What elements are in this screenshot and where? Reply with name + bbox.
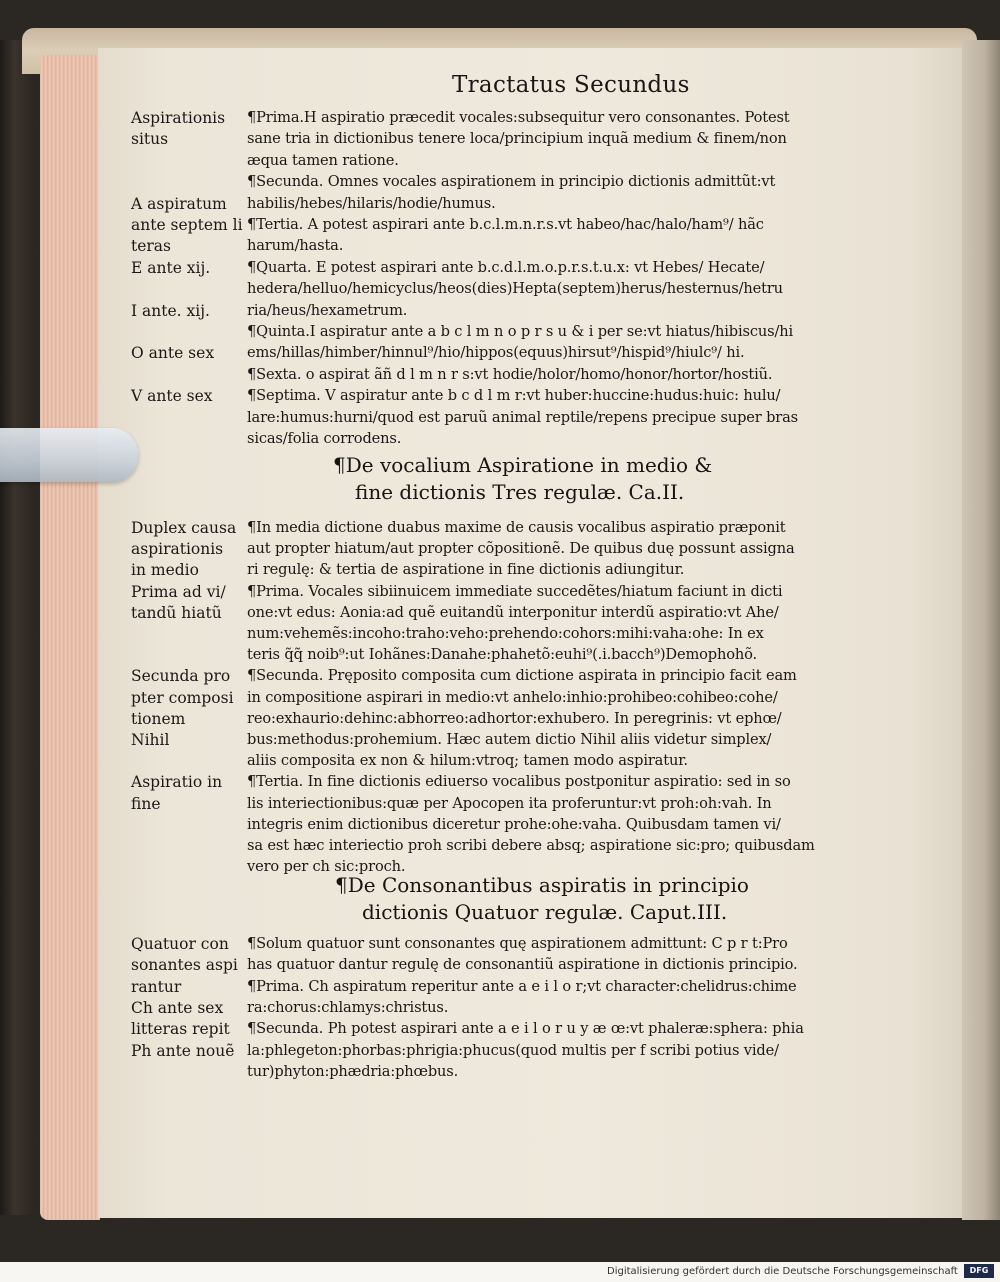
margin-note: fine <box>131 795 161 813</box>
body-text-line: bus:methodus:prohemium. Hæc autem dictio Nihil aliis videtur simplex/ <box>247 731 772 748</box>
section-heading-line: ¶De vocalium Aspiratione in medio & <box>333 453 713 477</box>
text-line <box>0 623 1000 645</box>
text-line <box>0 1040 1000 1062</box>
text-line <box>0 107 1000 129</box>
text-line <box>0 364 1000 386</box>
text-line <box>0 171 1000 193</box>
text-line <box>0 708 1000 730</box>
margin-note: Nihil <box>131 731 170 749</box>
text-line <box>0 729 1000 751</box>
body-text-line: one:vt edus: Aonia:ad quẽ euitandũ interponitur interdũ aspiratio:vt Ahe/ <box>247 604 779 621</box>
text-line <box>0 235 1000 257</box>
body-text-line: in compositione aspirari in medio:vt anhelo:inhio:prohibeo:cohibeo:cohe/ <box>247 689 778 706</box>
section-heading-line: dictionis Quatuor regulæ. Caput.III. <box>362 900 728 924</box>
margin-note: Aspirationis <box>131 109 226 127</box>
margin-note: Quatuor con <box>131 935 229 953</box>
footer-text: Digitalisierung gefördert durch die Deutsche Forschungsgemeinschaft <box>607 1266 958 1277</box>
margin-note: rantur <box>131 978 182 996</box>
body-text-line: ¶Tertia. In fine dictionis ediuerso vocalibus postponitur aspiratio: sed in so <box>247 773 791 790</box>
margin-note: in medio <box>131 561 199 579</box>
body-text-line: tur)phyton:phædria:phœbus. <box>247 1063 459 1080</box>
body-text-line: lare:humus:hurni/quod est paruũ animal reptile/repens precipue super bras <box>247 409 798 426</box>
margin-note: ante septem li <box>131 216 243 234</box>
body-text-line: ra:chorus:chlamys:christus. <box>247 999 449 1016</box>
body-text-line: sane tria in dictionibus tenere loca/principium inquã medium & finem/non <box>247 130 787 147</box>
text-line <box>0 257 1000 279</box>
body-text-line: ¶Prima.H aspiratio præcedit vocales:subsequitur vero consonantes. Potest <box>247 109 790 126</box>
body-text-line: ri regulę: & tertia de aspiratione in fine dictionis adiungitur. <box>247 561 685 578</box>
body-text-line: ¶Quinta.I aspiratur ante a b c l m n o p r s u & i per se:vt hiatus/hibiscus/hi <box>247 323 793 340</box>
text-line <box>0 300 1000 322</box>
body-text-line: ¶Prima. Vocales sibiinuicem immediate succedẽtes/hiatum faciunt in dicti <box>247 583 783 600</box>
body-text-line: num:vehemẽs:incoho:traho:veho:prehendo:cohors:mihi:vaha:ohe: In ex <box>247 625 764 642</box>
body-text-line: lis interiectionibus:quæ per Apocopen ita proferuntur:vt proh:oh:vah. In <box>247 795 772 812</box>
text-line <box>0 771 1000 793</box>
body-text-line: ¶Septima. V aspiratur ante b c d l m r:vt huber:huccine:hudus:huic: hulu/ <box>247 387 781 404</box>
text-line <box>0 193 1000 215</box>
margin-note: Aspiratio in <box>131 773 223 791</box>
text-line <box>0 1061 1000 1083</box>
body-text-line: hedera/helluo/hemicyclus/heos(dies)Hepta(septem)herus/hesternus/hetru <box>247 280 783 297</box>
text-line <box>0 321 1000 343</box>
running-head: Tractatus Secundus <box>452 72 690 98</box>
body-text-line: harum/hasta. <box>247 237 344 254</box>
text-line <box>0 1018 1000 1040</box>
text-line <box>0 814 1000 836</box>
text-line <box>0 644 1000 666</box>
body-text-line: aut propter hiatum/aut propter cõpositionẽ. De quibus duę possunt assigna <box>247 540 795 557</box>
body-text-line: ¶Solum quatuor sunt consonantes quę aspirationem admittunt: C p r t:Pro <box>247 935 788 952</box>
margin-note: Secunda pro <box>131 667 231 685</box>
margin-note: litteras repit <box>131 1020 230 1038</box>
body-text-line: teris q̃q̃ noib⁹:ut Iohãnes:Danahe:phahetõ:euhi⁹(.i.bacch⁹)Demophohõ. <box>247 646 757 663</box>
body-text-line: integris enim dictionibus diceretur prohe:ohe:vaha. Quibusdam tamen vi/ <box>247 816 781 833</box>
section-heading-line: ¶De Consonantibus aspiratis in principio <box>335 873 749 897</box>
margin-note: Duplex causa <box>131 519 237 537</box>
body-text-line: ems/hillas/himber/hinnul⁹/hio/hippos(equus)hirsut⁹/hispid⁹/hiulc⁹/ hi. <box>247 344 745 361</box>
margin-note: aspirationis <box>131 540 224 558</box>
body-text-line: æqua tamen ratione. <box>247 152 399 169</box>
text-line <box>0 538 1000 560</box>
margin-note: V ante sex <box>131 387 213 405</box>
text-line <box>0 933 1000 955</box>
body-text-line: habilis/hebes/hilaris/hodie/humus. <box>247 195 496 212</box>
text-line <box>0 750 1000 772</box>
body-text-line: sicas/folia corrodens. <box>247 430 402 447</box>
text-line <box>0 278 1000 300</box>
body-text-line: aliis composita ex non & hilum:vtroq; tamen modo aspiratur. <box>247 752 688 769</box>
text-line <box>0 665 1000 687</box>
text-line <box>0 517 1000 539</box>
body-text-line: ¶In media dictione duabus maxime de causis vocalibus aspiratio præponit <box>247 519 786 536</box>
text-line <box>0 128 1000 150</box>
section-heading-line: fine dictionis Tres regulæ. Ca.II. <box>355 480 685 504</box>
body-text-line: ¶Secunda. Omnes vocales aspirationem in principio dictionis admittũt:vt <box>247 173 776 190</box>
margin-note: O ante sex <box>131 344 215 362</box>
margin-note: teras <box>131 237 172 255</box>
text-line <box>0 559 1000 581</box>
text-line <box>0 602 1000 624</box>
margin-note: Prima ad vi/ <box>131 583 226 601</box>
text-line <box>0 342 1000 364</box>
body-text-line: ¶Quarta. E potest aspirari ante b.c.d.l.m.o.p.r.s.t.u.x: vt Hebes/ Hecate/ <box>247 259 765 276</box>
body-text-line: ¶Tertia. A potest aspirari ante b.c.l.m.n.r.s.vt habeo/hac/halo/ham⁹/ hãc <box>247 216 764 233</box>
margin-note: pter composi <box>131 689 234 707</box>
text-line <box>0 214 1000 236</box>
text-line <box>0 793 1000 815</box>
text-line <box>0 976 1000 998</box>
text-line <box>0 687 1000 709</box>
text-line <box>0 997 1000 1019</box>
text-line <box>0 150 1000 172</box>
margin-note: Ph ante nouẽ <box>131 1042 235 1060</box>
margin-note: sonantes aspi <box>131 956 238 974</box>
text-line <box>0 835 1000 857</box>
dfg-logo: DFG <box>964 1264 994 1278</box>
body-text-line: sa est hæc interiectio proh scribi debere absq; aspiratione sic:pro; quibusdam <box>247 837 815 854</box>
body-text-line: vero per ch sic:proch. <box>247 858 406 875</box>
margin-note: E ante xij. <box>131 259 211 277</box>
body-text-line: la:phlegeton:phorbas:phrigia:phucus(quod multis per f scribi potius vide/ <box>247 1042 779 1059</box>
body-text-line: ¶Secunda. Ph potest aspirari ante a e i l o r u y æ œ:vt phaleræ:sphera: phia <box>247 1020 804 1037</box>
text-line <box>0 407 1000 429</box>
body-text-line: ¶Prima. Ch aspiratum reperitur ante a e i l o r;vt character:chelidrus:chime <box>247 978 797 995</box>
text-line <box>0 581 1000 603</box>
margin-note: tionem <box>131 710 186 728</box>
body-text-line: ¶Sexta. o aspirat ãñ d l m n r s:vt hodie/holor/homo/honor/hortor/hostiũ. <box>247 366 773 383</box>
margin-note: situs <box>131 130 169 148</box>
margin-note: Ch ante sex <box>131 999 224 1017</box>
text-line <box>0 954 1000 976</box>
margin-note: A aspiratum <box>131 195 227 213</box>
margin-note: I ante. xij. <box>131 302 210 320</box>
body-text-line: has quatuor dantur regulę de consonantiũ aspiratione in dictionis principio. <box>247 956 798 973</box>
margin-note: tandũ hiatũ <box>131 604 222 622</box>
text-line <box>0 428 1000 450</box>
body-text-line: ¶Secunda. Pręposito composita cum dictione aspirata in principio facit eam <box>247 667 797 684</box>
body-text-line: reo:exhaurio:dehinc:abhorreo:adhortor:exhubero. In peregrinis: vt ephœ/ <box>247 710 782 727</box>
text-line <box>0 385 1000 407</box>
body-text-line: ria/heus/hexametrum. <box>247 302 408 319</box>
